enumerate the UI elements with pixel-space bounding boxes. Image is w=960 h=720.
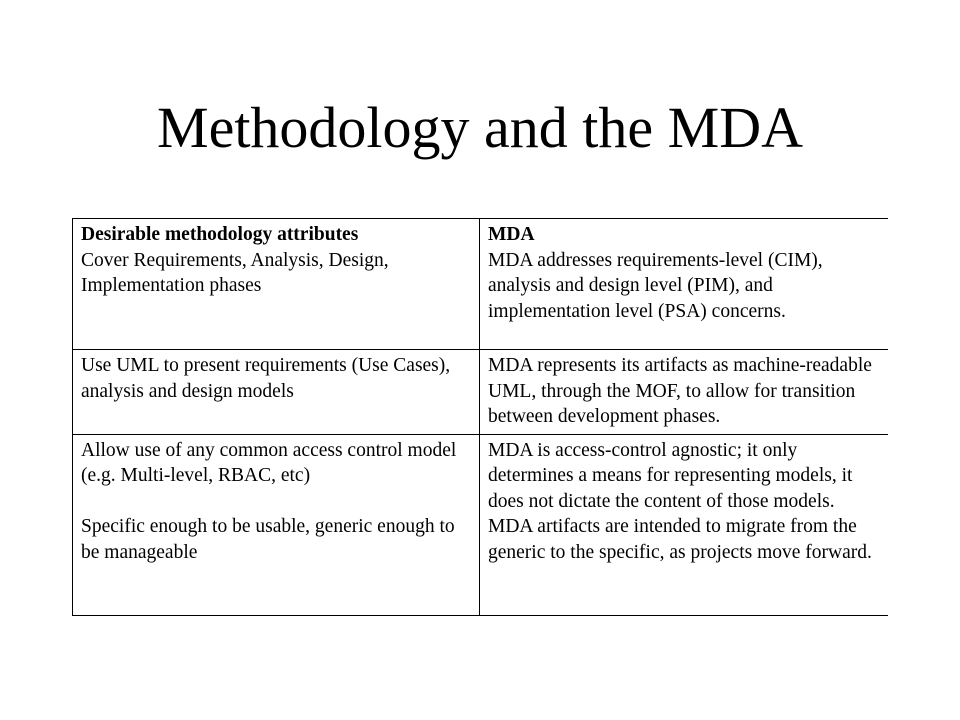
table-cell-right <box>480 219 888 350</box>
cell-text: MDA artifacts are intended to migrate from the generic to the specific, as projects move forward. <box>488 516 872 563</box>
table-cell-right <box>480 434 888 615</box>
table-row <box>73 350 888 435</box>
cell-text: MDA is access-control agnostic; it only determines a means for representing models, it does not dictate the content of those models. <box>488 439 853 512</box>
cell-text: Allow use of any common access control model (e.g. Multi-level, RBAC, etc) <box>81 439 457 486</box>
table-cell-left <box>73 434 480 615</box>
cell-text: MDA addresses requirements-level (CIM), analysis and design level (PIM), and implementation level (PSA) concerns. <box>488 249 823 322</box>
column-header-mda: MDA <box>488 224 535 245</box>
slide-title: Methodology and the MDA <box>157 95 803 160</box>
table-row <box>73 434 888 615</box>
table-cell-left <box>73 350 480 435</box>
table-row <box>73 219 888 350</box>
comparison-table-container <box>72 218 887 616</box>
cell-text: Use UML to present requirements (Use Cases), analysis and design models <box>81 355 451 402</box>
cell-text: Cover Requirements, Analysis, Design, Implementation phases <box>81 249 389 296</box>
column-header-attributes: Desirable methodology attributes <box>81 224 359 245</box>
table-cell-left <box>73 219 480 350</box>
comparison-table <box>72 218 888 616</box>
cell-text: MDA represents its artifacts as machine-readable UML, through the MOF, to allow for transition between development phases. <box>488 355 872 427</box>
cell-text: Specific enough to be usable, generic enough to be manageable <box>81 516 455 563</box>
cell-spacer <box>81 489 471 515</box>
table-cell-right <box>480 350 888 435</box>
